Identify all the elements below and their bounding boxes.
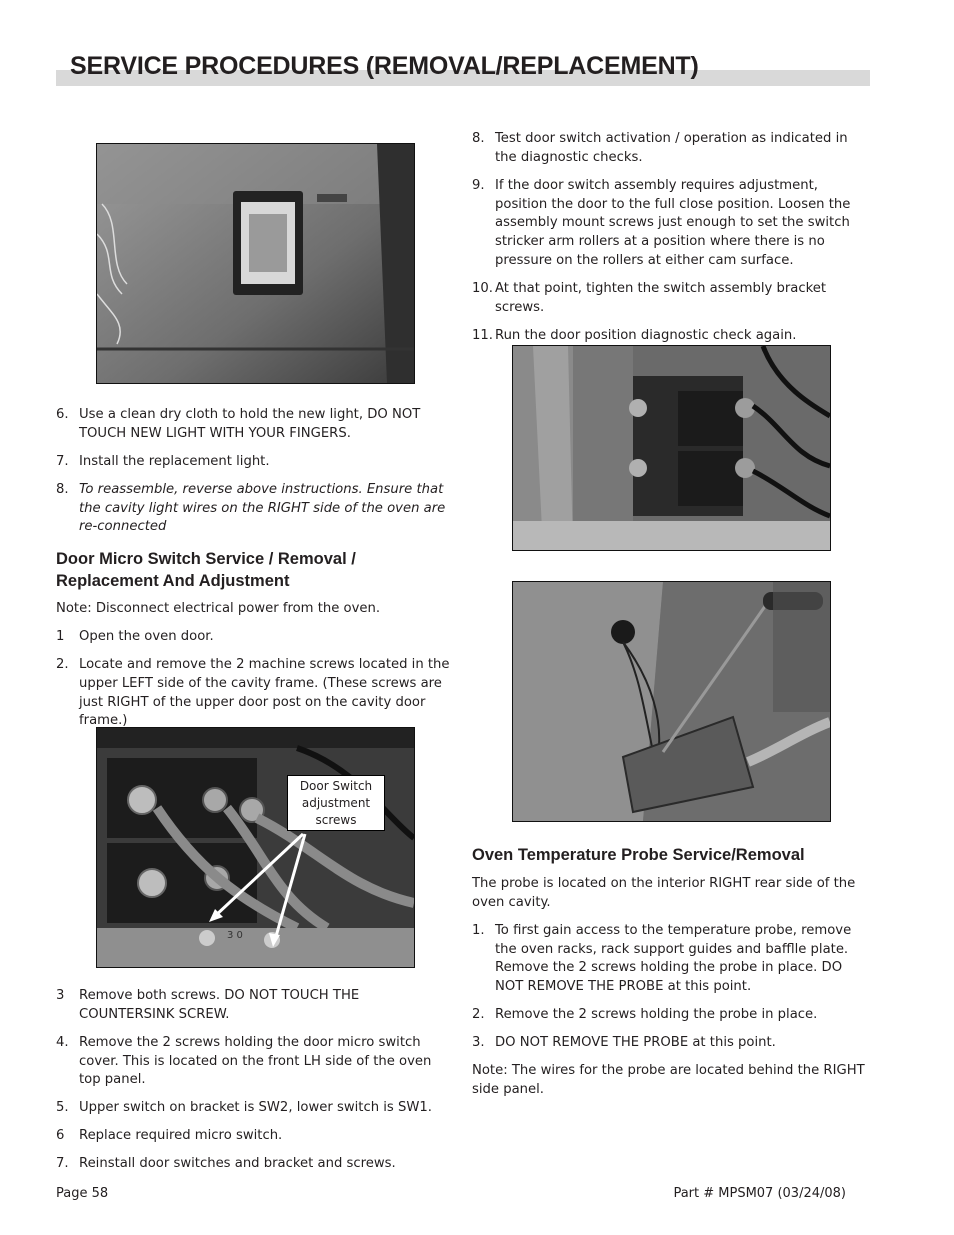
item-text: Remove both screws. DO NOT TOUCH THE COUNTERSINK SCREW. xyxy=(79,988,360,1022)
list-item xyxy=(472,327,872,346)
left-column-middle xyxy=(56,600,456,740)
list-item xyxy=(56,1034,456,1090)
note-probe-wires: Note: The wires for the probe are located behind the RIGHT side panel. xyxy=(472,1063,865,1097)
item-text: Replace required micro switch. xyxy=(79,1128,283,1144)
item-text: Open the oven door. xyxy=(79,628,214,644)
item-text: Upper switch on bracket is SW2, lower switch is SW1. xyxy=(79,1100,432,1116)
item-text: Remove the 2 screws holding the probe in place. xyxy=(495,1007,818,1023)
item-text: Reinstall door switches and bracket and screws. xyxy=(79,1156,396,1172)
item-text: At that point, tighten the switch assembly bracket screws. xyxy=(495,280,827,315)
page-title: SERVICE PROCEDURES (REMOVAL/REPLACEMENT) xyxy=(70,52,699,80)
item-number: 7. xyxy=(56,453,69,469)
list-item xyxy=(56,1155,456,1174)
item-number: 9. xyxy=(472,177,485,193)
item-number: 8. xyxy=(56,481,69,497)
callout-door-switch-screws: Door Switch adjustment screws xyxy=(287,775,385,831)
list-item xyxy=(472,177,872,271)
item-text: To first gain access to the temperature probe, remove the oven racks, rack support guides and bafflle plate. Remove the 2 screws holding the probe in place. DO NOT REMOVE THE PROBE at this point. xyxy=(495,922,852,995)
photo-door-switch-screws xyxy=(96,727,415,968)
item-number: 6. xyxy=(56,407,69,422)
item-number: 11. xyxy=(472,327,493,343)
note-disconnect: Note: Disconnect electrical power from the oven. xyxy=(56,601,381,616)
photo-stamp-text: 3 0 xyxy=(227,930,243,941)
left-column-upper xyxy=(56,406,456,546)
list-item xyxy=(472,130,872,168)
list-item xyxy=(56,406,456,444)
page-number: Page 58 xyxy=(56,1186,109,1201)
item-text: Locate and remove the 2 machine screws located in the upper LEFT side of the cavity frame. (These screws are just RIGHT of the upper door post on the cavity door frame.) xyxy=(79,656,450,729)
heading-oven-temperature-probe: Oven Temperature Probe Service/Removal xyxy=(472,846,805,864)
list-item xyxy=(472,1006,872,1025)
item-text: To reassemble, reverse above instructions. Ensure that the cavity light wires on the RIGHT side of the oven are re-connected xyxy=(79,481,446,535)
list-item xyxy=(56,1099,456,1118)
list-item xyxy=(56,481,456,537)
list-light-steps xyxy=(56,406,456,537)
item-text: DO NOT REMOVE THE PROBE at this point. xyxy=(495,1035,776,1051)
list-door-steps-b xyxy=(56,987,456,1174)
list-item xyxy=(56,656,456,731)
list-door-steps-a xyxy=(56,628,456,731)
item-number: 3. xyxy=(472,1035,485,1051)
photo-switch-assembly xyxy=(512,345,831,551)
right-column-upper xyxy=(472,130,872,355)
item-text: Install the replacement light. xyxy=(79,453,270,469)
item-number: 7. xyxy=(56,1156,69,1172)
item-text: If the door switch assembly requires adjustment, position the door to the full close position. Loosen the assembly mount screws just enough to set the switch stricker arm rollers at a position where there is no pressure on the rollers at either cam surface. xyxy=(495,177,851,268)
left-column-lower xyxy=(56,987,456,1183)
item-number: 3 xyxy=(56,988,65,1003)
item-number: 5. xyxy=(56,1100,69,1116)
item-number: 1 xyxy=(56,628,65,644)
item-number: 6 xyxy=(56,1128,65,1144)
item-number: 4. xyxy=(56,1034,69,1050)
part-number: Part # MPSM07 (03/24/08) xyxy=(673,1186,846,1201)
item-text: Run the door position diagnostic check again. xyxy=(495,327,797,343)
probe-intro: The probe is located on the interior RIGHT rear side of the oven cavity. xyxy=(472,876,856,910)
right-column-lower xyxy=(472,875,872,1109)
list-item xyxy=(56,453,456,472)
list-item xyxy=(472,280,872,318)
list-item xyxy=(472,1034,872,1053)
item-text: Use a clean dry cloth to hold the new light, DO NOT TOUCH NEW LIGHT WITH YOUR FINGERS. xyxy=(79,407,421,441)
list-adjust-steps xyxy=(472,130,872,346)
item-number: 2. xyxy=(56,656,69,672)
list-item xyxy=(56,628,456,647)
heading-door-micro-switch: Door Micro Switch Service / Removal / Replacement And Adjustment xyxy=(56,550,356,590)
item-number: 2. xyxy=(472,1007,485,1023)
item-number: 10. xyxy=(472,280,493,296)
item-text: Test door switch activation / operation as indicated in the diagnostic checks. xyxy=(495,131,848,165)
list-item xyxy=(56,1127,456,1146)
photo-temperature-probe xyxy=(512,581,831,822)
list-probe-steps xyxy=(472,922,872,1053)
photo-oven-cavity-light xyxy=(96,143,415,384)
item-number: 8. xyxy=(472,131,485,146)
list-item xyxy=(56,987,456,1025)
item-text: Remove the 2 screws holding the door micro switch cover. This is located on the front LH side of the oven top panel. xyxy=(79,1034,432,1088)
item-number: 1. xyxy=(472,922,485,938)
list-item xyxy=(472,922,872,997)
